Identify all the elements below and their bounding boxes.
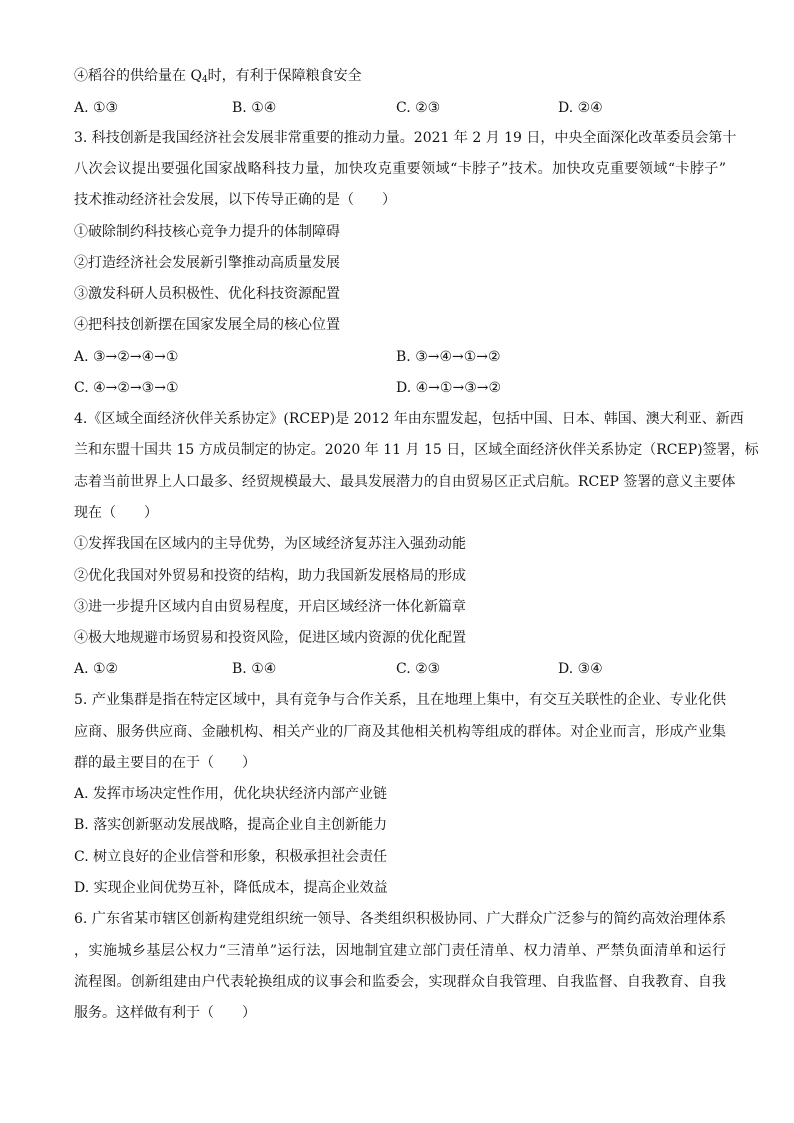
q4-statement-4: ④极大地规避市场贸易和投资风险，促进区域内资源的优化配置 (74, 630, 466, 646)
q2-option-d: D. ②④ (558, 100, 603, 116)
q4-stem-line-3: 志着当前世界上人口最多、经贸规模最大、最具发展潜力的自由贸易区正式启航。RCEP 签署的意义主要体 (74, 474, 736, 490)
q4-statement-3: ③进一步提升区域内自由贸易程度，开启区域经济一体化新篇章 (74, 599, 466, 615)
q3-option-b: B. ③→④→①→② (396, 349, 501, 365)
q3-option-c: C. ④→②→③→① (74, 380, 179, 396)
q3-statement-4: ④把科技创新摆在国家发展全局的核心位置 (74, 317, 340, 333)
q4-option-c: C. ②③ (396, 661, 441, 677)
q5-option-c: C. 树立良好的企业信誉和形象，积极承担社会责任 (74, 849, 388, 865)
q6-stem-line-4: 服务。这样做有利于（ ） (74, 1005, 256, 1021)
q2-option-c: C. ②③ (396, 100, 441, 116)
q4-option-a: A. ①② (74, 661, 119, 677)
q5-stem-line-3: 群的最主要目的在于（ ） (74, 755, 256, 771)
q3-stem-line-2: 八次会议提出要强化国家战略科技力量，加快攻克重要领域“卡脖子”技术。加快攻克重要领域“卡脖子” (74, 161, 726, 177)
q3-option-a: A. ③→②→④→① (74, 349, 179, 365)
q5-option-a: A. 发挥市场决定性作用，优化块状经济内部产业链 (74, 786, 388, 802)
q3-stem-line-3: 技术推动经济社会发展，以下传导正确的是（ ） (74, 192, 396, 208)
q4-option-b: B. ①④ (232, 661, 277, 677)
q2-statement-4: ④稻谷的供给量在 $Q_4$时，有利于保障粮食安全 (74, 68, 362, 85)
q6-stem-line-2: ，实施城乡基层公权力“三清单”运行法，因地制宜建立部门责任清单、权力清单、严禁负面清单和运行 (74, 943, 726, 959)
q3-stem-line-1: 3. 科技创新是我国经济社会发展非常重要的推动力量。2021 年 2 月 19 日，中央全面深化改革委员会第十 (74, 130, 737, 146)
q3-statement-1: ①破除制约科技核心竞争力提升的体制障碍 (74, 224, 340, 240)
q4-stem-line-2: 兰和东盟十国共 15 方成员制定的协定。2020 年 11 月 15 日，区域全面经济伙伴关系协定（RCEP)签署，标 (74, 442, 759, 458)
q4-stem-line-4: 现在（ ） (74, 505, 158, 521)
q4-statement-2: ②优化我国对外贸易和投资的结构，助力我国新发展格局的形成 (74, 568, 466, 584)
q6-stem-line-3: 流程图。创新组建由户代表轮换组成的议事会和监委会，实现群众自我管理、自我监督、自我教育、自我 (74, 974, 726, 990)
q3-statement-3: ③激发科研人员积极性、优化科技资源配置 (74, 286, 340, 302)
q2-option-b: B. ①④ (232, 100, 277, 116)
q2-option-a: A. ①③ (74, 100, 119, 116)
q5-option-d: D. 实现企业间优势互补，降低成本，提高企业效益 (74, 880, 388, 896)
q6-stem-line-1: 6. 广东省某市辖区创新构建党组织统一领导、各类组织积极协同、广大群众广泛参与的简约高效治理体系 (74, 911, 726, 927)
q4-option-d: D. ③④ (558, 661, 603, 677)
q4-statement-1: ①发挥我国在区域内的主导优势，为区域经济复苏注入强劲动能 (74, 536, 466, 552)
q5-option-b: B. 落实创新驱动发展战略，提高企业自主创新能力 (74, 817, 388, 833)
q5-stem-line-2: 应商、服务供应商、金融机构、相关产业的厂商及其他相关机构等组成的群体。对企业而言，形成产业集 (74, 724, 726, 740)
q5-stem-line-1: 5. 产业集群是指在特定区域中，具有竞争与合作关系，且在地理上集中，有交互关联性的企业、专业化供 (74, 692, 726, 708)
q3-option-d: D. ④→①→③→② (396, 380, 502, 396)
q4-stem-line-1: 4.《区域全面经济伙伴关系协定》(RCEP)是 2012 年由东盟发起，包括中国、日本、韩国、澳大利亚、新西 (74, 411, 744, 427)
q3-statement-2: ②打造经济社会发展新引擎推动高质量发展 (74, 255, 340, 271)
